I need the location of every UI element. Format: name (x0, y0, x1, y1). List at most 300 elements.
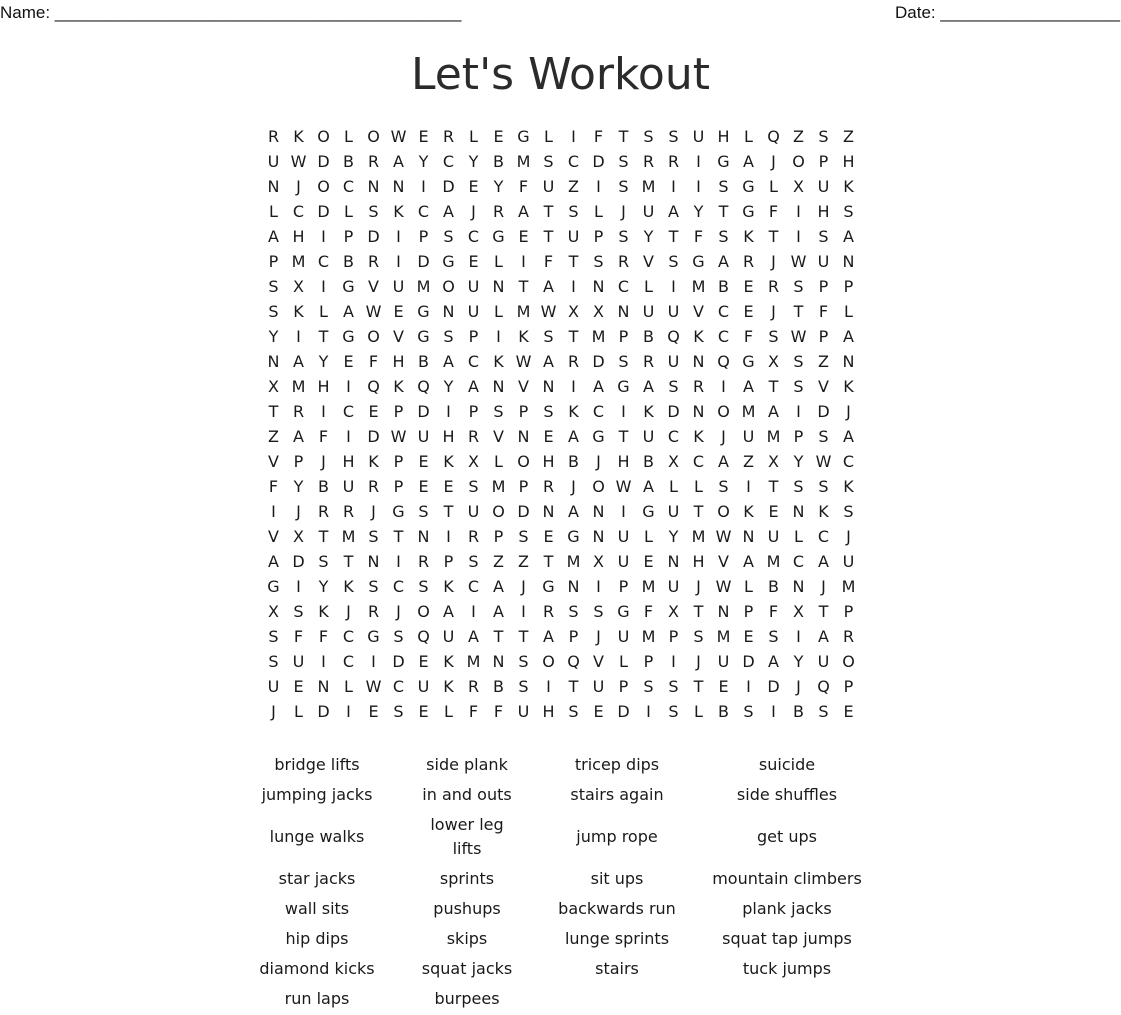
grid-letter[interactable]: S (743, 702, 754, 721)
grid-letter[interactable]: U (417, 677, 430, 696)
grid-letter[interactable]: H (292, 227, 305, 246)
grid-letter[interactable]: S (768, 627, 779, 646)
grid-letter[interactable]: I (396, 227, 401, 246)
grid-letter[interactable]: Z (568, 177, 579, 196)
grid-letter[interactable]: S (493, 402, 504, 421)
grid-letter[interactable]: Z (743, 452, 754, 471)
grid-letter[interactable]: M (741, 402, 756, 421)
grid-letter[interactable]: S (593, 252, 604, 271)
grid-letter[interactable]: U (617, 527, 630, 546)
grid-letter[interactable]: I (796, 627, 801, 646)
grid-letter[interactable]: F (468, 702, 479, 721)
grid-letter[interactable]: I (371, 652, 376, 671)
grid-letter[interactable]: A (443, 602, 454, 621)
grid-letter[interactable]: R (642, 152, 655, 171)
grid-letter[interactable]: L (269, 202, 278, 221)
grid-letter[interactable]: J (846, 527, 851, 546)
grid-letter[interactable]: T (718, 202, 729, 221)
grid-letter[interactable]: R (567, 352, 580, 371)
grid-letter[interactable]: W (390, 427, 407, 446)
grid-letter[interactable]: S (543, 402, 554, 421)
grid-letter[interactable]: N (692, 402, 705, 421)
grid-letter[interactable]: I (421, 177, 426, 196)
grid-letter[interactable]: R (417, 552, 430, 571)
grid-letter[interactable]: S (818, 477, 829, 496)
grid-letter[interactable]: N (267, 352, 280, 371)
grid-letter[interactable]: A (768, 402, 779, 421)
grid-letter[interactable]: U (717, 652, 730, 671)
grid-letter[interactable]: I (346, 702, 351, 721)
grid-letter[interactable]: R (367, 602, 380, 621)
grid-letter[interactable]: G (617, 377, 630, 396)
grid-letter[interactable]: S (793, 377, 804, 396)
grid-letter[interactable]: J (696, 577, 701, 596)
grid-letter[interactable]: V (643, 252, 654, 271)
grid-letter[interactable]: S (368, 527, 379, 546)
grid-letter[interactable]: S (268, 627, 279, 646)
grid-letter[interactable]: J (596, 452, 601, 471)
grid-letter[interactable]: I (296, 327, 301, 346)
grid-letter[interactable]: U (392, 277, 405, 296)
grid-letter[interactable]: T (693, 602, 704, 621)
grid-letter[interactable]: M (641, 577, 656, 596)
grid-letter[interactable]: N (742, 527, 755, 546)
grid-letter[interactable]: F (318, 627, 329, 646)
grid-letter[interactable]: B (493, 152, 504, 171)
grid-letter[interactable]: N (792, 577, 805, 596)
grid-letter[interactable]: E (843, 702, 854, 721)
grid-letter[interactable]: N (317, 677, 330, 696)
grid-letter[interactable]: S (393, 702, 404, 721)
grid-letter[interactable]: R (317, 502, 330, 521)
grid-letter[interactable]: C (717, 327, 730, 346)
grid-letter[interactable]: V (818, 377, 829, 396)
grid-letter[interactable]: L (544, 127, 553, 146)
grid-letter[interactable]: S (793, 477, 804, 496)
grid-letter[interactable]: S (693, 627, 704, 646)
grid-letter[interactable]: K (568, 402, 579, 421)
grid-letter[interactable]: E (418, 477, 429, 496)
grid-letter[interactable]: F (543, 252, 554, 271)
grid-letter[interactable]: A (268, 227, 279, 246)
grid-letter[interactable]: I (671, 652, 676, 671)
grid-letter[interactable]: N (692, 352, 705, 371)
grid-letter[interactable]: M (416, 277, 431, 296)
grid-letter[interactable]: A (743, 552, 754, 571)
grid-letter[interactable]: K (293, 302, 304, 321)
grid-letter[interactable]: P (593, 227, 604, 246)
grid-letter[interactable]: L (594, 202, 603, 221)
grid-letter[interactable]: K (493, 352, 504, 371)
grid-letter[interactable]: S (443, 327, 454, 346)
grid-letter[interactable]: U (617, 627, 630, 646)
grid-letter[interactable]: I (596, 577, 601, 596)
grid-letter[interactable]: G (742, 177, 755, 196)
grid-letter[interactable]: G (417, 302, 430, 321)
grid-letter[interactable]: U (442, 627, 455, 646)
grid-letter[interactable]: F (593, 127, 604, 146)
grid-letter[interactable]: A (843, 227, 854, 246)
grid-letter[interactable]: L (619, 652, 628, 671)
grid-letter[interactable]: S (768, 327, 779, 346)
grid-letter[interactable]: K (318, 602, 329, 621)
grid-letter[interactable]: C (617, 277, 630, 296)
grid-letter[interactable]: S (793, 352, 804, 371)
grid-letter[interactable]: P (618, 577, 629, 596)
grid-letter[interactable]: N (267, 177, 280, 196)
grid-letter[interactable]: N (842, 252, 855, 271)
grid-letter[interactable]: P (793, 427, 804, 446)
grid-letter[interactable]: T (768, 227, 779, 246)
grid-letter[interactable]: O (442, 277, 455, 296)
grid-letter[interactable]: R (617, 252, 630, 271)
grid-letter[interactable]: I (796, 402, 801, 421)
grid-letter[interactable]: D (592, 152, 605, 171)
grid-letter[interactable]: S (518, 652, 529, 671)
grid-letter[interactable]: U (842, 552, 855, 571)
grid-letter[interactable]: S (718, 477, 729, 496)
grid-letter[interactable]: D (417, 252, 430, 271)
grid-letter[interactable]: T (393, 527, 404, 546)
grid-letter[interactable]: N (717, 602, 730, 621)
grid-letter[interactable]: M (516, 152, 531, 171)
grid-letter[interactable]: B (418, 352, 429, 371)
grid-letter[interactable]: S (793, 277, 804, 296)
grid-letter[interactable]: W (815, 452, 832, 471)
grid-letter[interactable]: O (717, 502, 730, 521)
grid-letter[interactable]: S (518, 527, 529, 546)
grid-letter[interactable]: I (571, 127, 576, 146)
grid-letter[interactable]: U (342, 477, 355, 496)
grid-letter[interactable]: Y (693, 202, 704, 221)
grid-letter[interactable]: S (818, 427, 829, 446)
grid-letter[interactable]: V (393, 327, 404, 346)
grid-letter[interactable]: G (567, 527, 580, 546)
grid-letter[interactable]: S (618, 352, 629, 371)
grid-letter[interactable]: X (793, 602, 804, 621)
grid-letter[interactable]: P (393, 452, 404, 471)
grid-letter[interactable]: M (766, 552, 781, 571)
grid-letter[interactable]: T (693, 502, 704, 521)
grid-letter[interactable]: J (471, 202, 476, 221)
grid-letter[interactable]: Z (493, 552, 504, 571)
grid-letter[interactable]: V (268, 452, 279, 471)
grid-letter[interactable]: J (296, 177, 301, 196)
grid-letter[interactable]: Q (717, 352, 730, 371)
grid-letter[interactable]: Y (468, 152, 479, 171)
grid-letter[interactable]: L (669, 477, 678, 496)
grid-letter[interactable]: G (417, 327, 430, 346)
grid-letter[interactable]: M (641, 627, 656, 646)
grid-letter[interactable]: A (543, 277, 554, 296)
grid-letter[interactable]: B (643, 327, 654, 346)
grid-letter[interactable]: S (268, 277, 279, 296)
grid-letter[interactable]: R (842, 627, 855, 646)
grid-letter[interactable]: Z (793, 127, 804, 146)
grid-letter[interactable]: E (768, 502, 779, 521)
grid-letter[interactable]: S (643, 677, 654, 696)
grid-letter[interactable]: N (442, 302, 455, 321)
grid-letter[interactable]: F (268, 477, 279, 496)
grid-letter[interactable]: B (718, 702, 729, 721)
grid-letter[interactable]: A (293, 427, 304, 446)
grid-letter[interactable]: K (368, 452, 379, 471)
grid-letter[interactable]: T (318, 527, 329, 546)
grid-letter[interactable]: E (718, 677, 729, 696)
grid-letter[interactable]: Q (367, 377, 380, 396)
grid-letter[interactable]: C (842, 452, 855, 471)
grid-letter[interactable]: I (271, 502, 276, 521)
grid-letter[interactable]: N (492, 652, 505, 671)
grid-letter[interactable]: A (568, 502, 579, 521)
grid-letter[interactable]: G (267, 577, 280, 596)
grid-letter[interactable]: O (592, 477, 605, 496)
grid-letter[interactable]: A (643, 377, 654, 396)
grid-letter[interactable]: R (542, 602, 555, 621)
grid-letter[interactable]: S (518, 677, 529, 696)
grid-letter[interactable]: B (643, 452, 654, 471)
grid-letter[interactable]: N (492, 377, 505, 396)
grid-letter[interactable]: T (318, 327, 329, 346)
grid-letter[interactable]: A (443, 202, 454, 221)
grid-letter[interactable]: C (392, 677, 405, 696)
grid-letter[interactable]: X (668, 452, 679, 471)
grid-letter[interactable]: T (768, 377, 779, 396)
grid-letter[interactable]: V (368, 277, 379, 296)
grid-letter[interactable]: U (292, 652, 305, 671)
grid-letter[interactable]: I (321, 652, 326, 671)
grid-letter[interactable]: P (418, 227, 429, 246)
grid-letter[interactable]: N (592, 527, 605, 546)
grid-letter[interactable]: U (817, 252, 830, 271)
grid-letter[interactable]: A (843, 427, 854, 446)
grid-letter[interactable]: M (641, 177, 656, 196)
grid-letter[interactable]: I (746, 677, 751, 696)
grid-letter[interactable]: W (290, 152, 307, 171)
grid-letter[interactable]: E (393, 302, 404, 321)
grid-letter[interactable]: W (790, 252, 807, 271)
grid-letter[interactable]: P (743, 602, 754, 621)
grid-letter[interactable]: O (792, 152, 805, 171)
grid-letter[interactable]: L (744, 577, 753, 596)
grid-letter[interactable]: U (767, 527, 780, 546)
grid-letter[interactable]: M (691, 277, 706, 296)
grid-letter[interactable]: H (717, 127, 730, 146)
grid-letter[interactable]: X (268, 377, 279, 396)
grid-letter[interactable]: T (568, 252, 579, 271)
grid-letter[interactable]: N (367, 177, 380, 196)
grid-letter[interactable]: B (318, 477, 329, 496)
grid-letter[interactable]: C (692, 452, 705, 471)
grid-letter[interactable]: I (521, 602, 526, 621)
grid-letter[interactable]: J (771, 152, 776, 171)
grid-letter[interactable]: I (746, 477, 751, 496)
grid-letter[interactable]: R (467, 527, 480, 546)
grid-letter[interactable]: L (319, 302, 328, 321)
grid-letter[interactable]: Q (667, 327, 680, 346)
grid-letter[interactable]: L (469, 127, 478, 146)
grid-letter[interactable]: H (617, 452, 630, 471)
grid-letter[interactable]: S (668, 377, 679, 396)
grid-letter[interactable]: K (743, 502, 754, 521)
grid-letter[interactable]: I (521, 252, 526, 271)
grid-letter[interactable]: N (517, 427, 530, 446)
grid-letter[interactable]: D (592, 352, 605, 371)
grid-letter[interactable]: T (343, 552, 354, 571)
grid-letter[interactable]: I (396, 252, 401, 271)
grid-letter[interactable]: J (621, 202, 626, 221)
grid-letter[interactable]: F (493, 702, 504, 721)
grid-letter[interactable]: F (818, 302, 829, 321)
grid-letter[interactable]: A (293, 352, 304, 371)
grid-letter[interactable]: S (368, 577, 379, 596)
grid-letter[interactable]: B (568, 452, 579, 471)
grid-letter[interactable]: G (367, 627, 380, 646)
grid-letter[interactable]: S (543, 152, 554, 171)
grid-letter[interactable]: J (771, 252, 776, 271)
grid-letter[interactable]: L (344, 677, 353, 696)
grid-letter[interactable]: A (443, 352, 454, 371)
grid-letter[interactable]: T (818, 602, 829, 621)
grid-letter[interactable]: L (494, 252, 503, 271)
grid-letter[interactable]: O (542, 652, 555, 671)
grid-letter[interactable]: X (293, 277, 304, 296)
grid-letter[interactable]: G (742, 352, 755, 371)
grid-letter[interactable]: J (396, 602, 401, 621)
grid-letter[interactable]: P (493, 527, 504, 546)
grid-letter[interactable]: P (468, 327, 479, 346)
grid-letter[interactable]: S (293, 602, 304, 621)
grid-letter[interactable]: R (742, 252, 755, 271)
grid-letter[interactable]: Q (567, 652, 580, 671)
grid-letter[interactable]: I (546, 677, 551, 696)
grid-letter[interactable]: E (493, 127, 504, 146)
grid-letter[interactable]: G (542, 577, 555, 596)
grid-letter[interactable]: T (543, 202, 554, 221)
grid-letter[interactable]: S (618, 177, 629, 196)
grid-letter[interactable]: H (317, 377, 330, 396)
grid-letter[interactable]: I (696, 152, 701, 171)
grid-letter[interactable]: P (818, 152, 829, 171)
grid-letter[interactable]: H (342, 452, 355, 471)
grid-letter[interactable]: K (443, 677, 454, 696)
grid-letter[interactable]: J (771, 302, 776, 321)
grid-letter[interactable]: U (592, 677, 605, 696)
grid-letter[interactable]: C (467, 352, 480, 371)
grid-letter[interactable]: Z (843, 127, 854, 146)
grid-letter[interactable]: C (792, 552, 805, 571)
grid-letter[interactable]: B (718, 277, 729, 296)
grid-letter[interactable]: T (568, 677, 579, 696)
grid-letter[interactable]: F (293, 627, 304, 646)
grid-letter[interactable]: I (671, 177, 676, 196)
grid-letter[interactable]: T (618, 427, 629, 446)
grid-letter[interactable]: S (668, 677, 679, 696)
grid-letter[interactable]: O (517, 452, 530, 471)
grid-letter[interactable]: E (643, 552, 654, 571)
grid-letter[interactable]: L (794, 527, 803, 546)
grid-letter[interactable]: W (790, 327, 807, 346)
grid-letter[interactable]: G (692, 252, 705, 271)
grid-letter[interactable]: S (718, 177, 729, 196)
grid-letter[interactable]: U (417, 427, 430, 446)
grid-letter[interactable]: N (567, 577, 580, 596)
grid-letter[interactable]: A (468, 627, 479, 646)
grid-letter[interactable]: R (442, 127, 455, 146)
grid-letter[interactable]: A (743, 152, 754, 171)
grid-letter[interactable]: S (593, 602, 604, 621)
grid-letter[interactable]: U (567, 227, 580, 246)
grid-letter[interactable]: U (642, 202, 655, 221)
grid-letter[interactable]: L (769, 177, 778, 196)
grid-letter[interactable]: M (466, 652, 481, 671)
grid-letter[interactable]: K (393, 202, 404, 221)
grid-letter[interactable]: F (518, 177, 529, 196)
grid-letter[interactable]: U (692, 127, 705, 146)
grid-letter[interactable]: A (268, 552, 279, 571)
grid-letter[interactable]: K (443, 652, 454, 671)
grid-letter[interactable]: D (417, 402, 430, 421)
grid-letter[interactable]: A (843, 327, 854, 346)
grid-letter[interactable]: C (817, 527, 830, 546)
grid-letter[interactable]: A (468, 377, 479, 396)
grid-letter[interactable]: A (593, 377, 604, 396)
grid-letter[interactable]: D (367, 427, 380, 446)
grid-letter[interactable]: O (317, 177, 330, 196)
grid-letter[interactable]: B (493, 677, 504, 696)
grid-letter[interactable]: H (392, 352, 405, 371)
grid-letter[interactable]: Q (817, 677, 830, 696)
grid-letter[interactable]: M (766, 427, 781, 446)
grid-letter[interactable]: J (571, 477, 576, 496)
grid-letter[interactable]: W (715, 577, 732, 596)
grid-letter[interactable]: I (771, 702, 776, 721)
grid-letter[interactable]: R (367, 252, 380, 271)
grid-letter[interactable]: M (716, 627, 731, 646)
grid-letter[interactable]: N (792, 502, 805, 521)
grid-letter[interactable]: C (667, 427, 680, 446)
grid-letter[interactable]: I (446, 527, 451, 546)
grid-letter[interactable]: E (743, 302, 754, 321)
grid-letter[interactable]: U (817, 652, 830, 671)
grid-letter[interactable]: Y (318, 577, 329, 596)
grid-letter[interactable]: I (496, 327, 501, 346)
grid-letter[interactable]: C (717, 302, 730, 321)
grid-letter[interactable]: S (443, 227, 454, 246)
grid-letter[interactable]: U (467, 502, 480, 521)
grid-letter[interactable]: W (515, 352, 532, 371)
grid-letter[interactable]: K (843, 177, 854, 196)
grid-letter[interactable]: A (343, 302, 354, 321)
grid-letter[interactable]: S (568, 202, 579, 221)
grid-letter[interactable]: R (367, 477, 380, 496)
grid-letter[interactable]: C (292, 202, 305, 221)
grid-letter[interactable]: Y (793, 452, 804, 471)
grid-letter[interactable]: S (568, 602, 579, 621)
grid-letter[interactable]: D (292, 552, 305, 571)
grid-letter[interactable]: U (667, 352, 680, 371)
grid-letter[interactable]: M (341, 527, 356, 546)
grid-letter[interactable]: N (542, 377, 555, 396)
grid-letter[interactable]: N (617, 302, 630, 321)
grid-letter[interactable]: O (367, 327, 380, 346)
grid-letter[interactable]: U (642, 302, 655, 321)
grid-letter[interactable]: F (743, 327, 754, 346)
grid-letter[interactable]: O (842, 652, 855, 671)
grid-letter[interactable]: F (693, 227, 704, 246)
grid-letter[interactable]: J (846, 402, 851, 421)
grid-letter[interactable]: M (291, 377, 306, 396)
